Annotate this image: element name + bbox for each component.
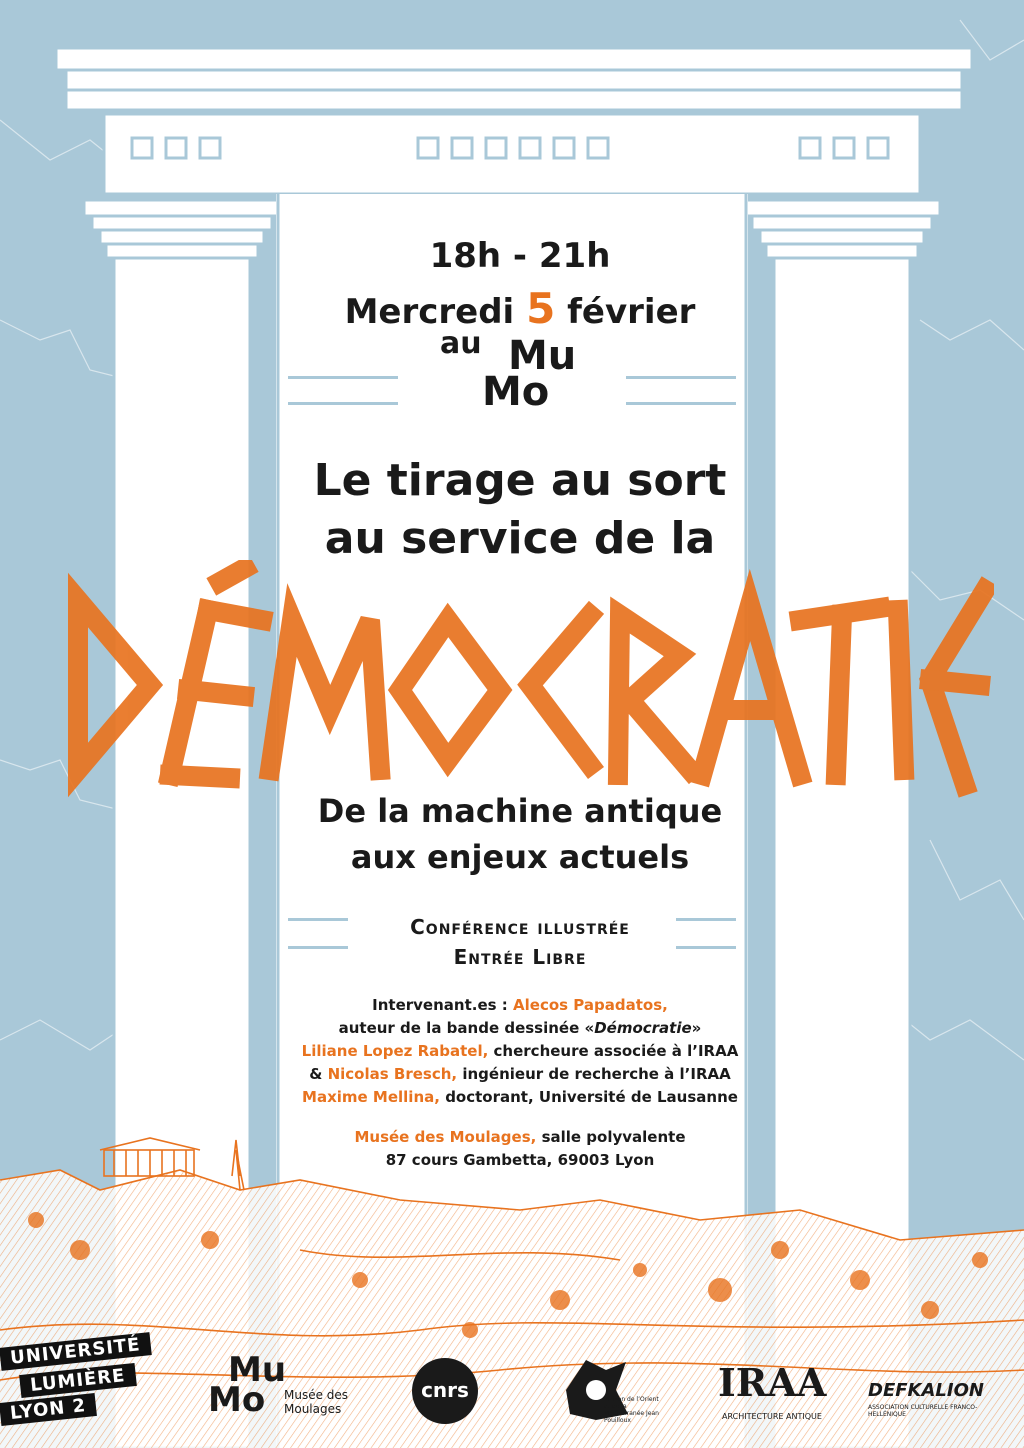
cnrs-logo: cnrs <box>412 1358 478 1424</box>
speaker-desc: ingénieur de recherche à l’IRAA <box>462 1065 731 1083</box>
mom-caption: Maison de l’Orient et de la Méditerranée Jean Pouilloux <box>604 1396 659 1424</box>
date-day: 5 <box>526 284 556 333</box>
subtitle <box>250 788 790 880</box>
speaker-line-2 <box>250 1017 790 1040</box>
speaker-desc: doctorant, Université de Lausanne <box>445 1088 738 1106</box>
defkalion-logo: DEFKALION <box>868 1380 984 1401</box>
mumo-logo-line2: Mo <box>482 369 550 415</box>
date-weekday: Mercredi <box>344 292 515 332</box>
speaker-line-3 <box>250 1040 790 1063</box>
mumo-logo-line1: Mu <box>508 333 577 379</box>
event-time: 18h - 21h <box>429 236 611 276</box>
ul2-line3: LYON 2 <box>0 1393 97 1426</box>
speaker-ampersand: & <box>309 1065 323 1083</box>
date-month: février <box>567 292 696 332</box>
divider-dash <box>626 402 736 405</box>
mumo-caption-line2: Moulages <box>284 1402 342 1416</box>
speaker-line-5 <box>250 1086 790 1109</box>
speaker-desc-end: » <box>691 1019 702 1037</box>
mumo-logo <box>482 333 577 415</box>
venue-prefix: au <box>440 326 482 361</box>
subtitle-line1: De la machine antique <box>317 792 723 830</box>
mumo-caption <box>284 1388 348 1416</box>
speaker-desc: auteur de la bande dessinée « <box>338 1019 595 1037</box>
title-line2: au service de la <box>324 513 716 564</box>
iraa-logo: IRAA <box>718 1360 827 1405</box>
universite-lyon2-logo <box>0 1334 170 1427</box>
event-date <box>250 284 790 333</box>
divider-dash <box>288 402 398 405</box>
venue-room: salle polyvalente <box>541 1128 686 1146</box>
page-title <box>250 452 790 568</box>
speakers-block <box>250 994 790 1109</box>
title-line1: Le tirage au sort <box>313 455 727 506</box>
divider-dash <box>288 376 398 379</box>
venue-address: 87 cours Gambetta, 69003 Lyon <box>385 1151 655 1169</box>
defkalion-caption: ASSOCIATION CULTURELLE FRANCO-HELLÉNIQUE <box>868 1404 978 1418</box>
democratie-lettering <box>30 560 994 810</box>
speaker-line-1 <box>250 994 790 1017</box>
mumo-footer-line1: Mu <box>228 1350 287 1390</box>
speakers-label: Intervenant.es : <box>372 996 508 1014</box>
speaker-desc: chercheure associée à l’IRAA <box>493 1042 739 1060</box>
speaker-name: Nicolas Bresch, <box>327 1065 458 1083</box>
conference-info <box>250 912 790 972</box>
ul2-line1: UNIVERSITÉ <box>0 1332 151 1371</box>
speaker-name: Alecos Papadatos, <box>513 996 668 1014</box>
mumo-footer-logo <box>208 1350 287 1420</box>
iraa-caption: ARCHITECTURE ANTIQUE <box>722 1412 822 1421</box>
speaker-line-4 <box>250 1063 790 1086</box>
mumo-caption-line1: Musée des <box>284 1388 349 1402</box>
speaker-work-title: Démocratie <box>594 1019 692 1037</box>
conference-type: Conférence illustrée <box>410 915 630 939</box>
ul2-line2: LUMIÈRE <box>19 1363 136 1398</box>
mumo-footer-line2: Mo <box>208 1380 266 1420</box>
speaker-name: Liliane Lopez Rabatel, <box>301 1042 489 1060</box>
conference-entry: Entrée Libre <box>453 945 587 969</box>
speaker-name: Maxime Mellina, <box>302 1088 440 1106</box>
subtitle-line2: aux enjeux actuels <box>350 838 690 876</box>
divider-dash <box>626 376 736 379</box>
venue-name: Musée des Moulages, <box>354 1128 537 1146</box>
